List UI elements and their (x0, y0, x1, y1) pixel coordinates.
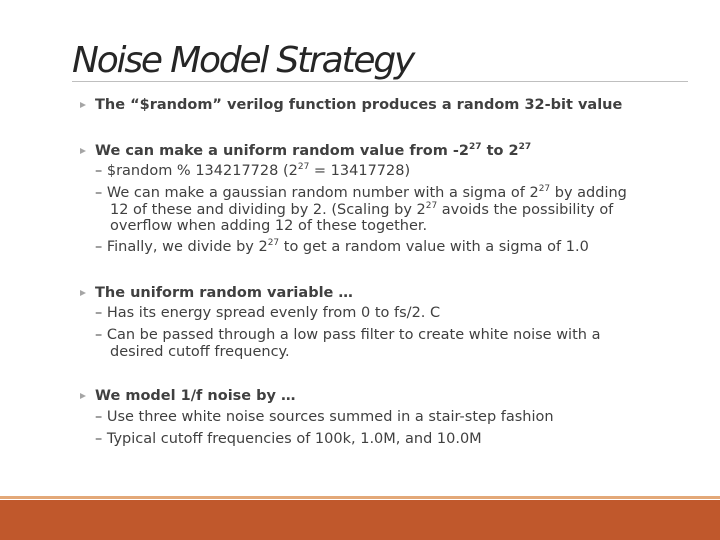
bullet-2-sub-2-cont-2: overflow when adding 12 of these together. (110, 218, 428, 234)
footer-band (0, 500, 720, 540)
bullet-3 (95, 284, 353, 303)
bullet-2-sub-1: – $random % 134217728 $(2^{27} = 13417728)$ (95, 162, 411, 179)
slide-title: Noise Model Strategy (72, 40, 414, 81)
bullet-2-sub-2: – We can make a gaussian random number with a sigma of $2^{27}$ by adding (95, 184, 627, 201)
bullet-4-text: We model 1/f noise by … (95, 388, 296, 404)
bullet-3-sub-2-cont-1: desired cutoff frequency. (110, 344, 290, 360)
bullet-4-sub-1: – Use three white noise sources summed in a stair-step fashion (95, 409, 554, 425)
bullet-marker-icon (80, 290, 86, 296)
title-divider (72, 81, 688, 82)
bullet-1-text: The “$random” verilog function produces a random 32-bit value (95, 97, 623, 113)
bullet-2: We can make a uniform random value from $-2^{27}$ to $2^{27}$ (95, 142, 532, 159)
bullet-3-text: The uniform random variable … (95, 285, 353, 301)
bullet-2-sub-2-cont-1: 12 of these and dividing by 2. (Scaling by $2^{27}$ avoids the possibility of (110, 201, 614, 218)
bullet-marker-icon (80, 102, 86, 108)
bullet-marker-icon (80, 148, 86, 154)
bullet-3-sub-1: – Has its energy spread evenly from 0 to fs/2. C (95, 305, 441, 321)
bullet-3-sub-2: – Can be passed through a low pass filter to create white noise with a (95, 327, 601, 343)
bullet-4 (95, 387, 296, 406)
bullet-4-sub-2: – Typical cutoff frequencies of 100k, 1.0M, and 10.0M (95, 431, 482, 447)
bullet-2-sub-3: – Finally, we divide by $2^{27}$ to get a random value with a sigma of 1.0 (95, 238, 589, 255)
footer-accent-line (0, 496, 720, 499)
bullet-marker-icon (80, 393, 86, 399)
bullet-1 (95, 96, 622, 115)
